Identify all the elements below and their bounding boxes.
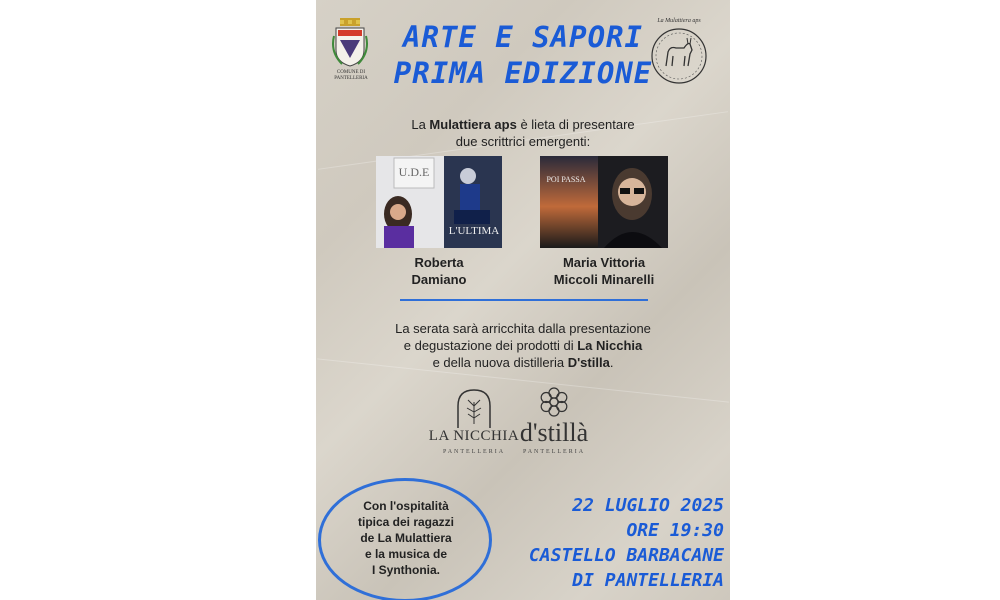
- intro-line1: La Mulattiera aps è lieta di presentare: [411, 117, 635, 132]
- dstilla-logo-text: d'stillà: [519, 418, 589, 447]
- event-date: 22 LUGLIO 2025: [572, 495, 724, 516]
- event-poster: [316, 0, 730, 600]
- book2-title: POI PASSA: [546, 175, 586, 184]
- author-last-name: Damiano: [411, 272, 467, 287]
- author-first-name: Roberta: [414, 255, 464, 270]
- la-nicchia-logo-text: LA NICCHIA: [428, 428, 520, 444]
- intro-line2: due scrittrici emergenti:: [455, 134, 591, 149]
- stamp-text: La Mulattiera aps: [657, 18, 701, 24]
- author-photo-maria: [540, 156, 668, 248]
- author-name-maria: [520, 254, 688, 288]
- desc-line2: e degustazione dei prodotti di La Nicchia: [403, 338, 643, 353]
- author-name-roberta: [376, 254, 502, 288]
- event-place-line1: CASTELLO BARBACANE: [528, 545, 724, 566]
- desc-line1: La serata sarà arricchita dalla presentazione: [395, 321, 651, 336]
- hospitality-text: [326, 498, 486, 578]
- description-text: [316, 320, 730, 371]
- poster-title-line1: ARTE E SAPORI: [403, 20, 643, 54]
- intro-text: [316, 116, 730, 150]
- hospitality-line: de La Mulattiera: [360, 531, 452, 545]
- poster-title-line2: PRIMA EDIZIONE: [393, 56, 653, 90]
- book1-title: L'ULTIMA: [448, 225, 500, 237]
- hospitality-line: tipica dei ragazzi: [357, 515, 455, 529]
- dstilla-sub: PANTELLERIA: [522, 449, 586, 455]
- author-photo-roberta: [376, 156, 502, 248]
- hospitality-line: I Synthonia.: [371, 563, 440, 577]
- hospitality-line: e la musica de: [364, 547, 448, 561]
- intro-bold: Mulattiera aps: [429, 117, 517, 132]
- author-first-name: Maria Vittoria: [562, 255, 646, 270]
- la-nicchia-sub: PANTELLERIA: [442, 449, 506, 455]
- svg-text:U.D.E: U.D.E: [398, 165, 430, 179]
- hospitality-line: Con l'ospitalità: [363, 499, 449, 513]
- event-time: ORE 19:30: [626, 520, 724, 541]
- author-last-name: Miccoli Minarelli: [553, 272, 655, 287]
- crest-label: COMUNE DI PANTELLERIA: [334, 70, 368, 81]
- mulattiera-stamp-icon: [646, 20, 712, 86]
- separator-line: [400, 299, 648, 301]
- event-place-line2: DI PANTELLERIA: [572, 570, 724, 591]
- desc-line3: e della nuova distilleria D'stilla.: [432, 355, 614, 370]
